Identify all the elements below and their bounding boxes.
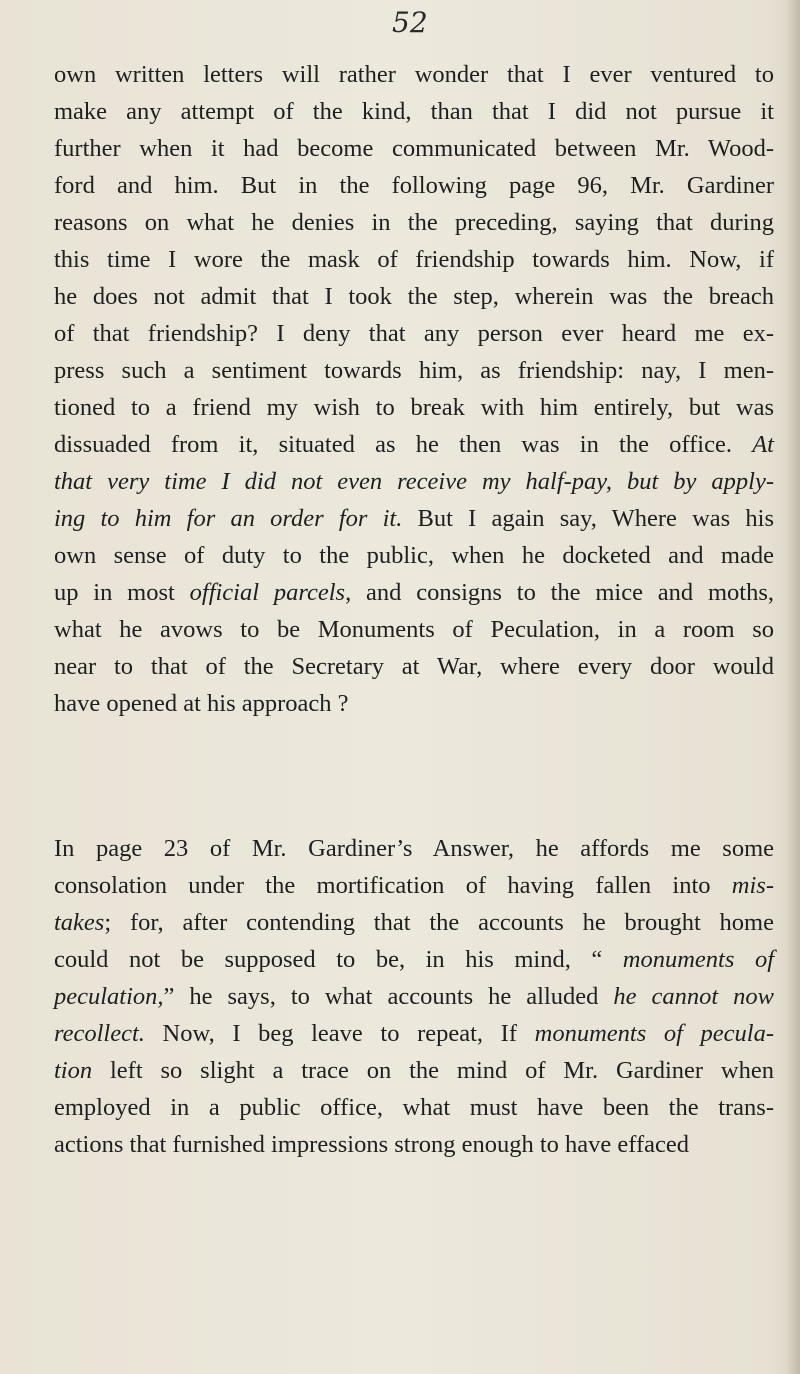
text-line [54,130,774,167]
italic-text: monuments of pecula- [534,1020,774,1047]
text-line [54,978,774,1015]
page-number: 52 [392,6,428,39]
text-line [54,56,774,93]
text-segment: press such a sentiment towards him, as friendship: nay, I men- [54,357,774,384]
text-segment: employed in a public office, what must have been the trans- [54,1094,774,1121]
text-line [54,1052,774,1089]
text-segment: make any attempt of the kind, than that I did not pursue it [54,98,774,125]
text-segment: consolation under the mortification of having fallen into [54,872,732,899]
text-segment: have opened at his approach ? [54,690,349,717]
text-line [54,204,774,241]
italic-text: official parcels [189,579,346,606]
italic-text: mis- [731,872,774,899]
text-segment: he does not admit that I took the step, wherein was the breach [54,283,774,310]
text-segment: what he avows to be Monuments of Peculation, in a room so [54,616,774,643]
text-segment: further when it had become communicated between Mr. Wood- [54,135,774,162]
text-line [54,830,774,867]
text-line [54,389,774,426]
text-segment: left so slight a trace on the mind of Mr. Gardiner when [92,1057,774,1084]
paragraph-2 [54,830,774,1163]
text-segment: up in most [54,579,190,606]
text-segment: Now, I beg leave to repeat, If [144,1020,535,1047]
page-edge-shadow [786,0,800,1374]
italic-text: monuments of [622,946,774,973]
text-segment: But I again say, Where was his [402,505,774,532]
text-line [54,93,774,130]
italic-text: recollect. [54,1020,145,1047]
text-segment: ford and him. But in the following page 96, Mr. Gardiner [54,172,774,199]
text-line [54,1015,774,1052]
italic-text: peculation, [54,983,164,1010]
text-segment: tioned to a friend my wish to break with him entirely, but was [54,394,774,421]
text-segment: actions that furnished impressions strong enough to have effaced [54,1131,690,1158]
paragraph-1 [54,56,774,722]
text-segment: near to that of the Secretary at War, where every door would [54,653,774,680]
text-line [54,904,774,941]
text-segment: , and consigns to the mice and moths, [345,579,774,606]
text-segment: own sense of duty to the public, when he docketed and made [54,542,774,569]
text-segment: reasons on what he denies in the preceding, saying that during [54,209,774,236]
text-line [54,574,774,611]
text-segment: ; for, after contending that the accounts he brought home [104,909,774,936]
text-line [54,278,774,315]
text-segment: In page 23 of Mr. Gardiner’s Answer, he affords me some [54,835,774,862]
text-segment: dissuaded from it, situated as he then was in the office. [54,431,753,458]
text-line [54,500,774,537]
italic-text: At [752,431,774,458]
text-segment: ” he says, to what accounts he alluded [163,983,614,1010]
italic-text: ing to him for an order for it. [54,505,403,532]
text-line [54,648,774,685]
italic-text: that very time I did not even receive my half-pay, but by apply- [54,468,774,495]
text-segment: this time I wore the mask of friendship towards him. Now, if [54,246,774,273]
text-line [54,867,774,904]
text-segment: could not be supposed to be, in his mind, “ [54,946,623,973]
text-line [54,1089,774,1126]
italic-text: takes [54,909,105,936]
text-segment: own written letters will rather wonder that I ever ventured to [54,61,774,88]
text-line [54,1126,774,1163]
text-line [54,941,774,978]
text-line [54,685,774,722]
text-line [54,352,774,389]
text-line [54,463,774,500]
text-line [54,167,774,204]
italic-text: he cannot now [613,983,774,1010]
text-line [54,426,774,463]
text-line [54,611,774,648]
italic-text: tion [54,1057,93,1084]
text-line [54,315,774,352]
text-line [54,241,774,278]
text-segment: of that friendship? I deny that any person ever heard me ex- [54,320,774,347]
text-line [54,537,774,574]
